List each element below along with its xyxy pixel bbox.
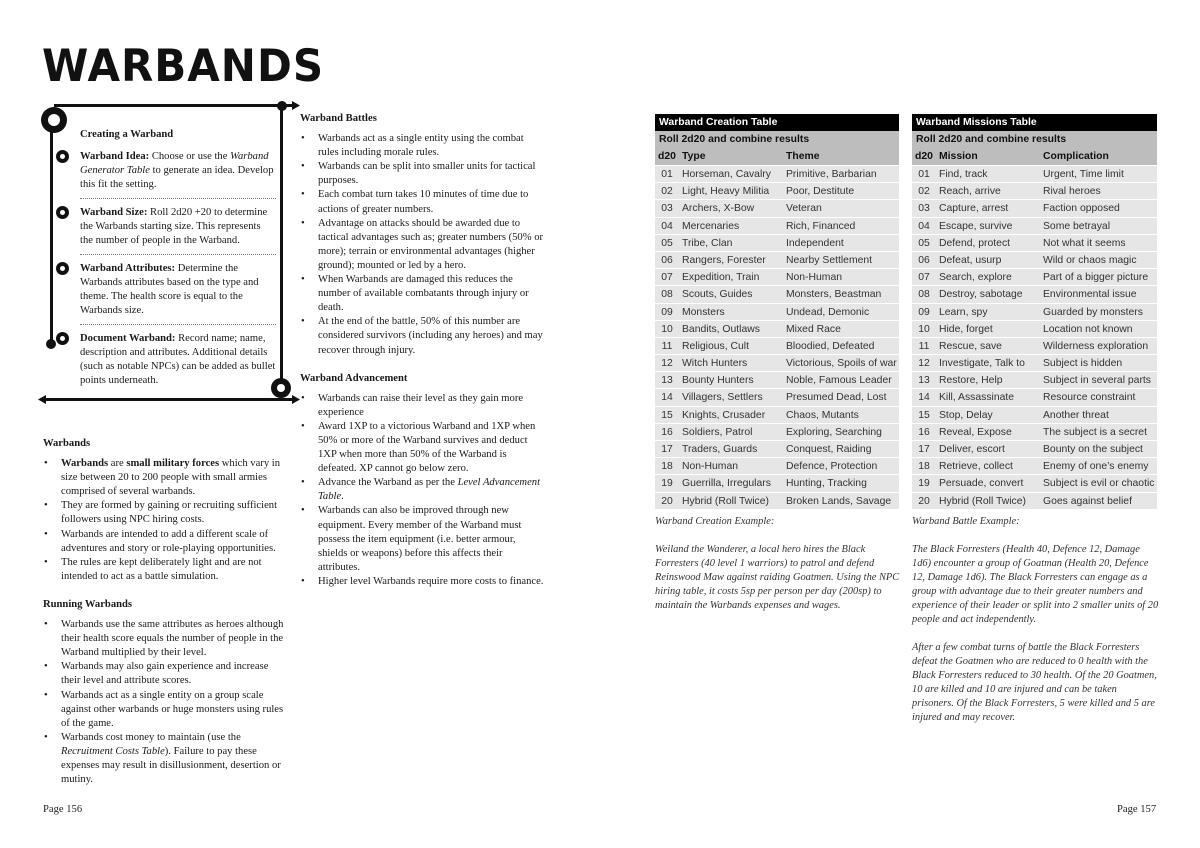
cell-primary: Light, Heavy Militia xyxy=(682,186,770,198)
cell-secondary: Rival heroes xyxy=(1043,186,1101,198)
section-heading-running: Running Warbands xyxy=(43,598,133,610)
cell-secondary: Subject is hidden xyxy=(1043,358,1123,370)
example-paragraph: After a few combat turns of battle the Black Forresters defeat the Goatmen who are reduced to 0 health with the Black Forresters reduced to 30 health. Of the 20 Goatmen, 10 are killed and 10 are injured and can be taken prisoners. Of the Black Forresters, 5 were killed and 5 are injured and may recover. xyxy=(912,642,1157,723)
step-label: Warband Idea: xyxy=(80,151,150,162)
cell-roll: 10 xyxy=(661,323,673,335)
table-row xyxy=(912,474,1157,491)
cell-secondary: Conquest, Raiding xyxy=(786,444,872,455)
cell-roll: 06 xyxy=(918,254,930,266)
cell-secondary: Defence, Protection xyxy=(786,461,878,473)
step-label: Warband Size: xyxy=(80,207,148,218)
cell-secondary: Bloodied, Defeated xyxy=(786,340,875,352)
cell-roll: 14 xyxy=(918,392,930,404)
table-row xyxy=(655,371,899,388)
cell-primary: Investigate, Talk to xyxy=(939,358,1025,370)
list-item: • Warbands can raise their level as they gain more experience xyxy=(300,392,546,420)
table-row xyxy=(655,440,899,457)
table-row xyxy=(912,199,1157,216)
cell-primary: Escape, survive xyxy=(939,220,1013,232)
header-theme: Theme xyxy=(786,151,820,162)
table-reference: Level Advancement Table xyxy=(318,477,541,503)
cell-primary: Search, explore xyxy=(939,272,1012,284)
section-heading-warbands: Warbands xyxy=(43,438,91,449)
cell-primary: Soldiers, Patrol xyxy=(682,426,753,438)
cell-secondary: Veteran xyxy=(786,203,822,215)
table-row xyxy=(655,320,899,337)
list-item: • When Warbands are damaged this reduces the number of available combatants through injury or death. xyxy=(300,273,546,315)
cell-secondary: Non-Human xyxy=(786,272,843,284)
cell-roll: 03 xyxy=(661,203,673,215)
table-subtitle: Roll 2d20 and combine results xyxy=(912,131,1157,148)
list-item: • Award 1XP to a victorious Warband and 1XP when 50% or more of the Warband survives and deduct 1XP when more than 50% of the Warband is defeated. XP cannot go below zero. xyxy=(300,420,546,476)
cell-roll: 18 xyxy=(918,461,930,473)
table-row xyxy=(655,303,899,320)
list-item: • Warbands can also be improved through new equipment. Every member of the Warband must possess the item equipment (i.e. better armour, shields or weapons) before this affects their attributes. xyxy=(300,504,546,574)
cell-roll: 08 xyxy=(661,289,673,301)
table-row xyxy=(912,406,1157,423)
cell-roll: 05 xyxy=(661,237,673,249)
header-mission: Mission xyxy=(939,151,978,162)
cell-primary: Bandits, Outlaws xyxy=(682,323,760,335)
cell-primary: Rescue, save xyxy=(939,340,1002,352)
text: Warbands cost money to maintain (use the xyxy=(61,731,241,743)
step-text: Choose or use the xyxy=(149,151,231,162)
table-row xyxy=(912,182,1157,199)
table-row xyxy=(912,268,1157,285)
cell-secondary: Location not known xyxy=(1043,323,1133,335)
cell-primary: Hybrid (Roll Twice) xyxy=(682,495,769,507)
cell-secondary: Monsters, Beastman xyxy=(786,289,882,301)
cell-secondary: Victorious, Spoils of war xyxy=(786,358,897,370)
cell-roll: 09 xyxy=(661,306,673,318)
table-row xyxy=(912,285,1157,302)
cell-secondary: Independent xyxy=(786,237,844,249)
table-row xyxy=(912,354,1157,371)
table-subtitle: Roll 2d20 and combine results xyxy=(655,131,899,148)
list-item: • They are formed by gaining or recruiting sufficient followers using NPC hiring costs. xyxy=(43,499,289,527)
table-row xyxy=(655,182,899,199)
table-row xyxy=(912,423,1157,440)
example-paragraph: The Black Forresters (Health 40, Defence 12, Damage 1d6) encounter a group of Goatman (Health 20, Defence 12, Damage 1d6). The Black Forresters can engage as a group with advantage due to their greater numbers and experience of their leader or split into 2 smaller units of 20 people and act independently. xyxy=(912,544,1159,625)
cell-roll: 03 xyxy=(918,203,930,215)
header-d20: d20 xyxy=(658,151,676,162)
table-row xyxy=(912,457,1157,474)
ring-bullet-icon xyxy=(56,262,69,275)
cell-roll: 05 xyxy=(918,237,930,249)
step-warband-attributes xyxy=(80,262,276,325)
cell-primary: Bounty Hunters xyxy=(682,375,754,387)
cell-roll: 12 xyxy=(661,358,673,370)
cell-primary: Defend, protect xyxy=(939,237,1011,249)
section-heading-advancement: Warband Advancement xyxy=(300,372,408,384)
cell-roll: 04 xyxy=(661,220,673,232)
cell-secondary: Rich, Financed xyxy=(786,220,856,232)
cell-roll: 16 xyxy=(918,426,930,438)
cell-secondary: Urgent, Time limit xyxy=(1043,169,1124,180)
table-row xyxy=(655,337,899,354)
table-title: Warband Missions Table xyxy=(912,114,1157,131)
cell-secondary: Poor, Destitute xyxy=(786,186,855,198)
cell-roll: 12 xyxy=(918,358,930,370)
cell-secondary: Wilderness exploration xyxy=(1043,340,1149,352)
cell-roll: 11 xyxy=(918,340,930,352)
list-item: • Higher level Warbands require more costs to finance. xyxy=(300,575,546,589)
cell-primary: Defeat, usurp xyxy=(939,254,1002,266)
text: are xyxy=(108,458,127,470)
cell-secondary: Some betrayal xyxy=(1043,220,1110,232)
header-complication: Complication xyxy=(1043,151,1109,162)
cell-roll: 10 xyxy=(918,323,930,335)
table-row xyxy=(912,165,1157,182)
cell-secondary: The subject is a secret xyxy=(1043,426,1147,438)
table-row xyxy=(912,303,1157,320)
cell-primary: Traders, Guards xyxy=(682,444,758,455)
cell-roll: 13 xyxy=(661,375,673,387)
cell-primary: Reach, arrive xyxy=(939,186,1001,198)
table-row xyxy=(655,251,899,268)
list-item: • Warbands use the same attributes as heroes although their health score equals the number of people in the Warband multiplied by their level. xyxy=(43,618,289,660)
table-row xyxy=(912,492,1157,509)
cell-primary: Capture, arrest xyxy=(939,203,1009,215)
section-heading-battles: Warband Battles xyxy=(300,113,377,124)
table-row xyxy=(655,354,899,371)
header-d20: d20 xyxy=(915,151,933,162)
cell-roll: 02 xyxy=(918,186,930,198)
cell-roll: 06 xyxy=(661,254,673,266)
list-item xyxy=(43,457,289,499)
bold-text: Warbands xyxy=(61,458,109,470)
cell-secondary: Faction opposed xyxy=(1043,203,1120,215)
cell-roll: 07 xyxy=(918,272,930,284)
table-row xyxy=(655,457,899,474)
middle-column xyxy=(300,112,546,589)
cell-primary: Scouts, Guides xyxy=(682,289,753,301)
page-number-right: Page 157 xyxy=(1117,804,1157,815)
cell-secondary: Subject in several parts xyxy=(1043,375,1152,387)
table-row xyxy=(912,217,1157,234)
example-label: Warband Battle Example: xyxy=(912,516,1020,527)
cell-roll: 17 xyxy=(661,444,673,455)
step-reference: Warband Generator Table xyxy=(80,151,269,176)
cell-primary: Persuade, convert xyxy=(939,478,1024,490)
cell-roll: 15 xyxy=(661,409,673,421)
cell-primary: Guerrilla, Irregulars xyxy=(682,478,771,490)
cell-secondary: Presumed Dead, Lost xyxy=(786,392,887,404)
step-text: Roll 2d20 +20 to determine the Warbands starting size. This represents the number of people in the Warband. xyxy=(80,207,268,246)
text: Advance the Warband as per the xyxy=(318,477,458,489)
warband-creation-table xyxy=(655,114,899,509)
cell-roll: 20 xyxy=(661,495,673,507)
warband-creation-example xyxy=(655,515,901,613)
step-warband-idea xyxy=(80,150,276,199)
cell-primary: Hide, forget xyxy=(939,323,993,335)
step-text: Record name; name, description and attributes. Additional details (such as notable NPCs) can be added as bullet points underneath. xyxy=(80,333,276,386)
cell-roll: 01 xyxy=(661,169,673,180)
cell-secondary: Another threat xyxy=(1043,409,1109,421)
warband-battle-example xyxy=(912,515,1160,725)
cell-secondary: Wild or chaos magic xyxy=(1043,254,1137,266)
ring-bullet-icon xyxy=(56,150,69,163)
list-item: • Warbands are intended to add a different scale of adventures and story or role-playing opportunities. xyxy=(43,528,289,556)
table-reference: Recruitment Costs Table xyxy=(61,745,165,757)
cell-primary: Tribe, Clan xyxy=(682,237,733,249)
list-item: • Warbands act as a single entity on a group scale against other warbands or huge monsters using rules of the game. xyxy=(43,689,289,731)
list-item: • Advantage on attacks should be awarded due to tactical advantages such as; greater numbers (50% or more); terrain or environmental advantages (higher ground); mounted or led by a hero. xyxy=(300,217,546,273)
cell-roll: 19 xyxy=(661,478,673,490)
list-item xyxy=(43,731,289,787)
cell-secondary: Hunting, Tracking xyxy=(786,478,867,490)
table-row xyxy=(655,165,899,182)
cell-primary: Find, track xyxy=(939,169,988,180)
cell-roll: 16 xyxy=(661,426,673,438)
cell-primary: Knights, Crusader xyxy=(682,409,766,421)
ring-bullet-icon xyxy=(56,332,69,345)
cell-secondary: Part of a bigger picture xyxy=(1043,272,1149,284)
table-row xyxy=(912,440,1157,457)
cell-secondary: Subject is evil or chaotic xyxy=(1043,478,1155,490)
cell-roll: 14 xyxy=(661,392,673,404)
cell-secondary: Goes against belief xyxy=(1043,495,1132,507)
cell-primary: Religious, Cult xyxy=(682,340,749,352)
cell-primary: Retrieve, collect xyxy=(939,461,1013,473)
table-row xyxy=(655,234,899,251)
list-item: • Warbands may also gain experience and increase their level and attribute scores. xyxy=(43,660,289,688)
cell-primary: Hybrid (Roll Twice) xyxy=(939,495,1026,507)
cell-primary: Archers, X-Bow xyxy=(682,203,755,215)
cell-roll: 18 xyxy=(661,461,673,473)
table-row xyxy=(912,388,1157,405)
table-row xyxy=(655,285,899,302)
text: ). Failure to pay these expenses may result in disillusionment, desertion or mutiny. xyxy=(61,745,281,786)
table-row xyxy=(912,251,1157,268)
cell-primary: Mercenaries xyxy=(682,220,740,232)
table-row xyxy=(655,199,899,216)
header-type: Type xyxy=(682,151,706,162)
example-text: Weiland the Wanderer, a local hero hires the Black Forresters (40 level 1 warriors) to patrol and defend Reinswood Maw against raiding Goatmen. Using the NPC hiring table, it costs 5sp per person per day (200sp) to maintain the Warbands expenses and wages. xyxy=(655,544,900,611)
cell-secondary: Noble, Famous Leader xyxy=(786,375,892,387)
cell-secondary: Primitive, Barbarian xyxy=(786,169,877,180)
cell-roll: 04 xyxy=(918,220,930,232)
text: . xyxy=(341,491,344,503)
warband-missions-table xyxy=(912,114,1157,509)
cell-primary: Deliver, escort xyxy=(939,444,1005,455)
cell-primary: Learn, spy xyxy=(939,306,988,318)
cell-roll: 20 xyxy=(918,495,930,507)
table-row xyxy=(912,320,1157,337)
cell-primary: Monsters xyxy=(682,306,725,318)
cell-primary: Witch Hunters xyxy=(682,358,748,370)
cell-secondary: Guarded by monsters xyxy=(1043,306,1143,318)
list-item: • Each combat turn takes 10 minutes of time due to actions of greater numbers. xyxy=(300,188,546,216)
text: which vary in size between 20 to 200 people with small armies comprised of several warbands. xyxy=(61,458,281,498)
cell-primary: Rangers, Forester xyxy=(682,254,766,266)
list-item: • At the end of the battle, 50% of this number are considered survivors (including any heroes) and may recover through injury. xyxy=(300,315,546,357)
cell-roll: 02 xyxy=(661,186,673,198)
table-row xyxy=(655,474,899,491)
step-label: Warband Attributes: xyxy=(80,263,176,274)
creating-warband-box xyxy=(34,98,304,410)
step-document-warband xyxy=(80,332,276,394)
step-text: to generate an idea. Develop this fit the setting. xyxy=(80,165,274,190)
cell-primary: Destroy, sabotage xyxy=(939,289,1023,301)
cell-secondary: Resource constraint xyxy=(1043,392,1136,404)
table-header-row xyxy=(655,148,899,165)
table-header-row xyxy=(912,148,1157,165)
table-row xyxy=(912,371,1157,388)
cell-primary: Stop, Delay xyxy=(939,409,993,421)
cell-primary: Non-Human xyxy=(682,461,739,473)
cell-secondary: Not what it seems xyxy=(1043,237,1126,249)
cell-secondary: Broken Lands, Savage xyxy=(786,495,892,507)
example-label: Warband Creation Example: xyxy=(655,516,775,527)
cell-secondary: Enemy of one’s enemy xyxy=(1043,461,1149,473)
list-item xyxy=(300,476,546,504)
table-row xyxy=(655,406,899,423)
cell-secondary: Mixed Race xyxy=(786,323,841,335)
table-row xyxy=(655,268,899,285)
cell-primary: Expedition, Train xyxy=(682,272,760,284)
cell-primary: Restore, Help xyxy=(939,375,1003,387)
table-row xyxy=(655,423,899,440)
cell-secondary: Undead, Demonic xyxy=(786,306,870,318)
step-label: Document Warband: xyxy=(80,333,176,344)
cell-primary: Villagers, Settlers xyxy=(682,392,763,404)
step-text: Determine the Warbands attributes based on the type and theme. The health score is equal to the Warbands size. xyxy=(80,263,259,316)
cell-secondary: Environmental issue xyxy=(1043,289,1137,301)
cell-roll: 13 xyxy=(918,375,930,387)
list-item: • The rules are kept deliberately light and are not intended to act as a battle simulation. xyxy=(43,556,289,584)
cell-roll: 07 xyxy=(661,272,673,284)
cell-roll: 11 xyxy=(661,340,673,352)
table-row xyxy=(912,337,1157,354)
cell-primary: Reveal, Expose xyxy=(939,426,1012,438)
list-item: • Warbands act as a single entity using the combat rules including morale rules. xyxy=(300,132,546,160)
cell-roll: 15 xyxy=(918,409,930,421)
cell-roll: 01 xyxy=(918,169,930,180)
cell-secondary: Bounty on the subject xyxy=(1043,444,1143,455)
left-column xyxy=(43,437,289,787)
cell-primary: Kill, Assassinate xyxy=(939,392,1015,404)
cell-roll: 09 xyxy=(918,306,930,318)
step-warband-size xyxy=(80,206,276,255)
cell-secondary: Nearby Settlement xyxy=(786,254,873,266)
cell-secondary: Chaos, Mutants xyxy=(786,409,859,421)
table-title: Warband Creation Table xyxy=(655,114,899,131)
creating-warband-heading: Creating a Warband xyxy=(80,129,174,140)
ring-bullet-icon xyxy=(56,206,69,219)
table-row xyxy=(912,234,1157,251)
table-row xyxy=(655,217,899,234)
table-row xyxy=(655,492,899,509)
cell-primary: Horseman, Cavalry xyxy=(682,169,771,180)
table-row xyxy=(655,388,899,405)
page-title: WARBANDS xyxy=(42,40,325,92)
bold-text: small military forces xyxy=(126,458,220,470)
cell-roll: 19 xyxy=(918,478,930,490)
list-item: • Warbands can be split into smaller units for tactical purposes. xyxy=(300,160,546,188)
cell-roll: 08 xyxy=(918,289,930,301)
page-number-left: Page 156 xyxy=(43,804,83,815)
cell-secondary: Exploring, Searching xyxy=(786,426,882,438)
cell-roll: 17 xyxy=(918,444,930,455)
